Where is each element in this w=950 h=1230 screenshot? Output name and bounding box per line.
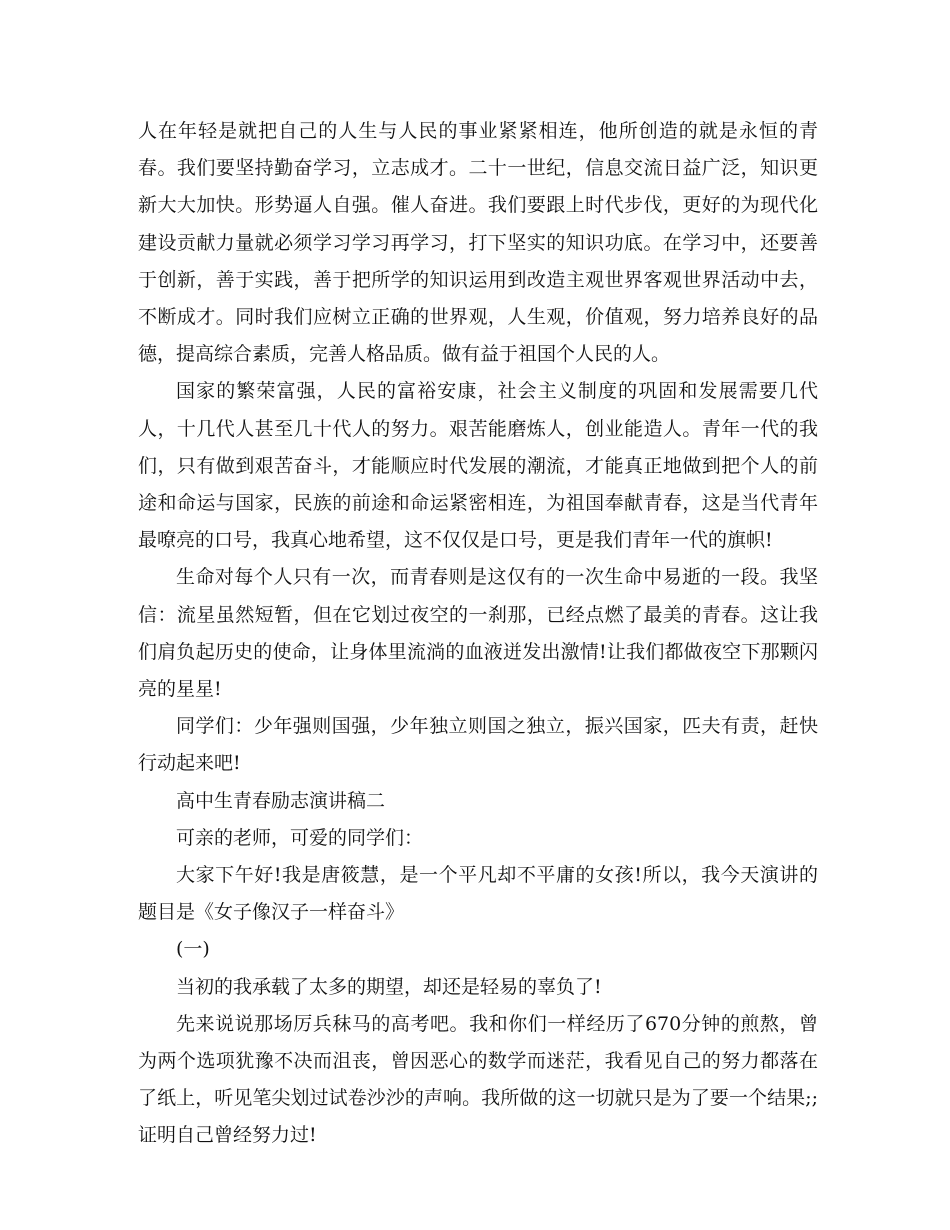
paragraph-9: 当初的我承载了太多的期望，却还是轻易的辜负了! bbox=[176, 975, 602, 998]
paragraph-10: 先来说说那场厉兵秣马的高考吧。我和你们一样经历了670分钟的煎熬，曾为两个选项犹豫不决而沮丧，曾因恶心的数学而迷茫，我看见自己的努力都落在了纸上，听见笔尖划过试卷沙沙的声响。我所做的这一切就只是为了要一个结果;;证明自己曾经努力过! bbox=[138, 1012, 818, 1147]
document-body bbox=[138, 113, 818, 1155]
salutation: 可亲的老师，可爱的同学们： bbox=[176, 826, 424, 849]
paragraph-2: 国家的繁荣富强，人民的富裕安康，社会主义制度的巩固和发展需要几代人，十几代人甚至几十代人的努力。艰苦能磨炼人，创业能造人。青年一代的我们，只有做到艰苦奋斗，才能顺应时代发展的潮流，才能真正地做到把个人的前途和命运与国家，民族的前途和命运紧密相连，为祖国奉献青春，这是当代青年最嘹亮的口号，我真心地希望，这不仅仅是口号，更是我们青年一代的旗帜! bbox=[138, 380, 818, 552]
paragraph-7: 大家下午好!我是唐筱慧，是一个平凡却不平庸的女孩!所以，我今天演讲的题目是《女子像汉子一样奋斗》 bbox=[138, 864, 818, 924]
subsection-marker: (一) bbox=[176, 938, 210, 961]
paragraph-4: 同学们：少年强则国强，少年独立则国之独立，振兴国家，匹夫有责，赶快行动起来吧! bbox=[138, 715, 818, 775]
paragraph-3: 生命对每个人只有一次，而青春则是这仅有的一次生命中易逝的一段。我坚信：流星虽然短暂，但在它划过夜空的一刹那，已经点燃了最美的青春。这让我们肩负起历史的使命，让身体里流淌的血液迸发出激情!让我们都做夜空下那颗闪亮的星星! bbox=[138, 566, 818, 701]
section-heading: 高中生青春励志演讲稿二 bbox=[176, 789, 386, 812]
paragraph-1: 人在年轻是就把自己的人生与人民的事业紧紧相连，他所创造的就是永恒的青春。我们要坚持勤奋学习，立志成才。二十一世纪，信息交流日益广泛，知识更新大大加快。形势逼人自强。催人奋进。我们要跟上时代步伐，更好的为现代化建设贡献力量就必须学习学习再学习，打下坚实的知识功底。在学习中，还要善于创新，善于实践，善于把所学的知识运用到改造主观世界客观世界活动中去，不断成才。同时我们应树立正确的世界观，人生观，价值观，努力培养良好的品德，提高综合素质，完善人格品质。做有益于祖国个人民的人。 bbox=[138, 120, 818, 366]
